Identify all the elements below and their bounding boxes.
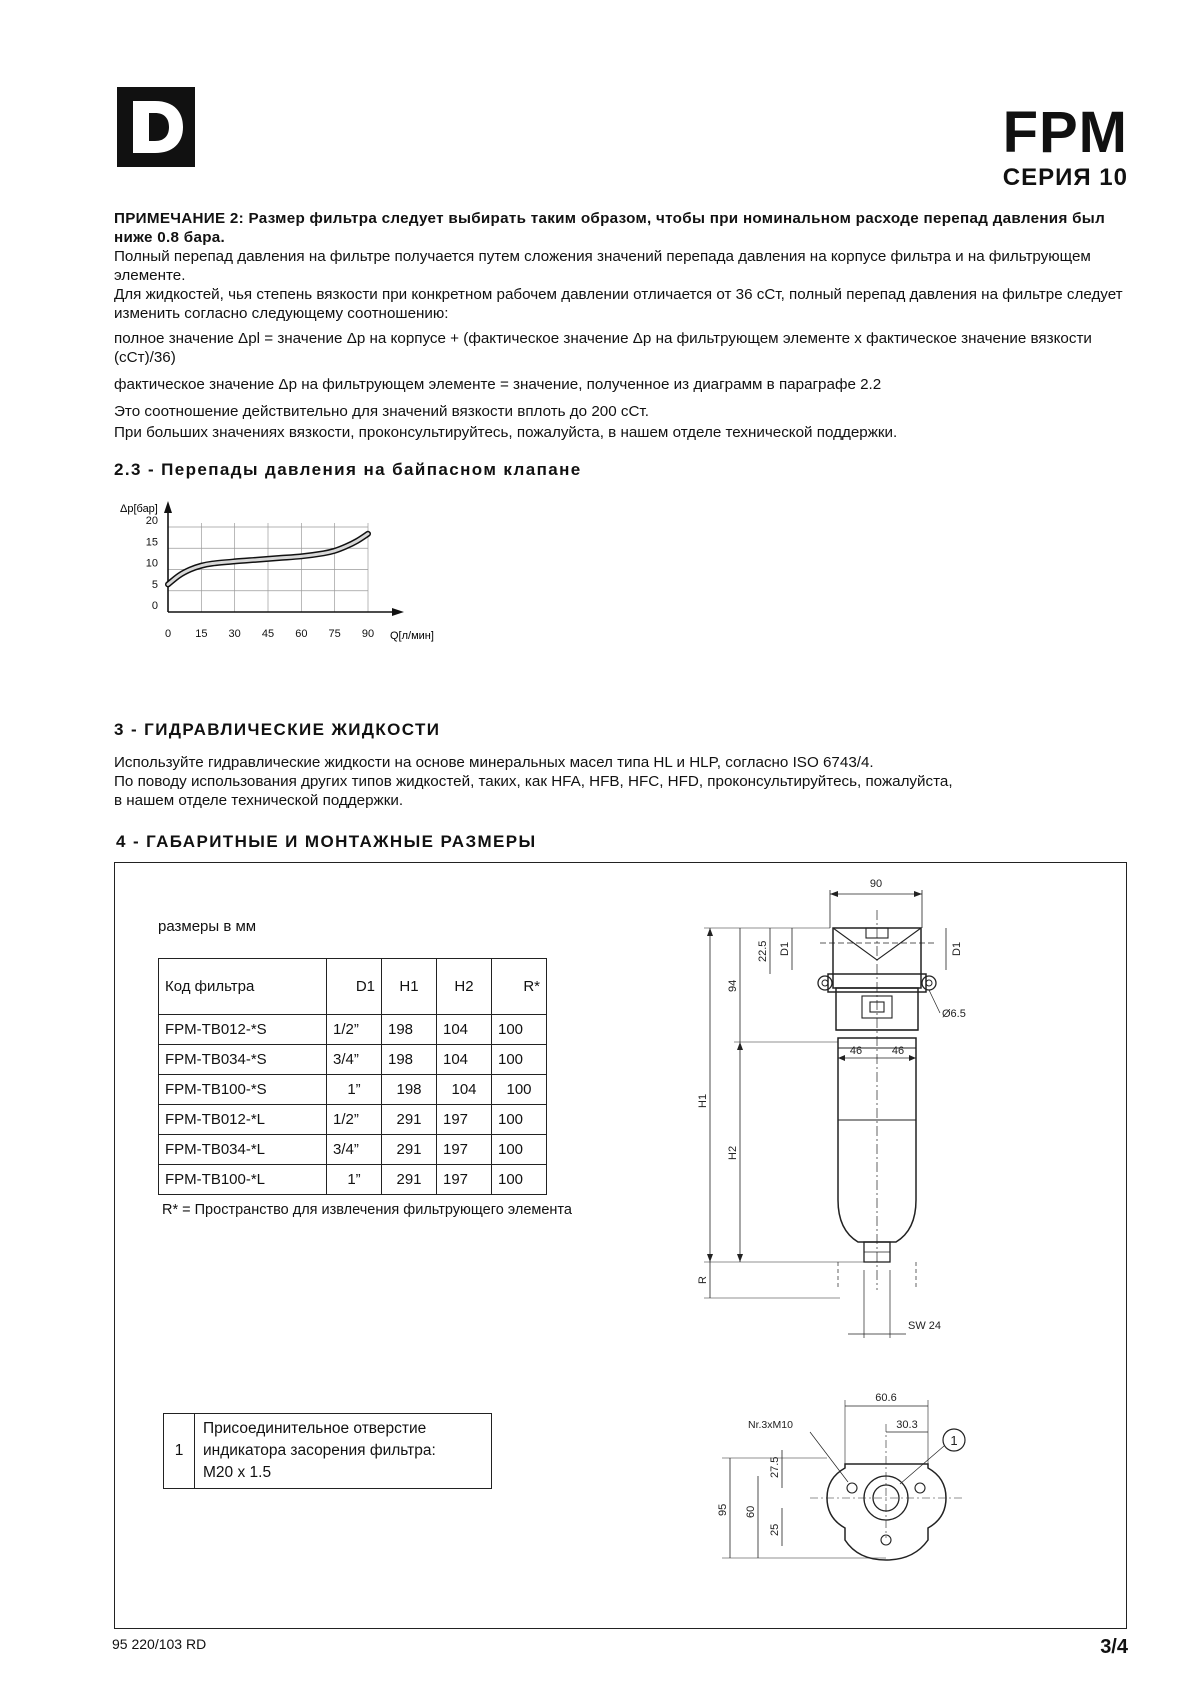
- x-tick-label: 15: [195, 628, 208, 640]
- dim-94: 94: [727, 979, 739, 992]
- legend-row: [164, 1414, 492, 1489]
- note-paragraph-1: Полный перепад давления на фильтре получается путем сложения значений перепада давления на корпусе фильтра и на фильтрующем элементе.: [114, 248, 1091, 284]
- cell-code: FPM-TB100-*L: [159, 1165, 327, 1195]
- cell-h2: 104: [437, 1015, 492, 1045]
- callout-1: 1: [950, 1433, 958, 1448]
- cell-h1: 291: [382, 1105, 437, 1135]
- cell-d1: 1/2”: [327, 1015, 382, 1045]
- thread-label: Nr.3xM10: [748, 1419, 793, 1431]
- cell-h1: 291: [382, 1135, 437, 1165]
- note-paragraph-6: При больших значениях вязкости, проконсультируйтесь, пожалуйста, в нашем отделе технической поддержки.: [114, 424, 898, 441]
- note-heading: ПРИМЕЧАНИЕ 2: Размер фильтра следует выбирать таким образом, чтобы при номинальном расходе перепад давления был ниже 0.8 бара.: [114, 210, 1106, 246]
- x-tick-label: 30: [228, 628, 241, 640]
- cell-h2: 104: [437, 1075, 492, 1105]
- dimensions-caption: размеры в мм: [158, 918, 257, 935]
- cell-r: 100: [492, 1015, 547, 1045]
- dim-95: 95: [717, 1503, 729, 1516]
- cell-r: 100: [492, 1135, 547, 1165]
- cell-code: FPM-TB012-*S: [159, 1015, 327, 1045]
- y-tick-label: 5: [151, 578, 158, 591]
- filter-top-view-drawing: [700, 1388, 980, 1588]
- cell-r: 100: [492, 1075, 547, 1105]
- cell-code: FPM-TB034-*S: [159, 1045, 327, 1075]
- cell-h1: 198: [382, 1015, 437, 1045]
- dim-60: 60: [745, 1505, 757, 1518]
- dim-60-6: 60.6: [875, 1392, 897, 1404]
- y-tick-label: 10: [145, 557, 158, 570]
- table-row: [159, 1015, 547, 1045]
- series-label: СЕРИЯ 10: [1002, 164, 1128, 191]
- fluids-text: [114, 753, 1134, 810]
- table-row: [159, 1135, 547, 1165]
- dim-width-90: 90: [869, 878, 883, 890]
- fluids-paragraph-2: По поводу использования других типов жидкостей, таких, как HFA, HFB, HFC, HFD, проконсультируйтесь, пожалуйста,: [114, 773, 953, 790]
- cell-h2: 104: [437, 1045, 492, 1075]
- dim-27-5: 27.5: [769, 1456, 781, 1478]
- cell-h1: 198: [382, 1045, 437, 1075]
- dim-r: R: [697, 1276, 709, 1284]
- col-header-h2: H2: [437, 959, 492, 1015]
- filter-side-view-drawing: [680, 870, 980, 1370]
- col-header-d1: D1: [327, 959, 382, 1015]
- dim-30-3: 30.3: [896, 1419, 918, 1431]
- cell-d1: 1/2”: [327, 1105, 382, 1135]
- filter-code-table: [158, 958, 547, 1195]
- company-logo: [117, 87, 195, 167]
- table-row: [159, 1045, 547, 1075]
- legend-number: 1: [164, 1414, 195, 1489]
- note-block: [114, 209, 1134, 442]
- x-tick-label: 75: [328, 628, 341, 640]
- table-header-row: [159, 959, 547, 1015]
- fluids-paragraph-3: в нашем отделе технической поддержки.: [114, 792, 404, 809]
- x-axis-arrow: [392, 608, 404, 616]
- legend-line-3: M20 x 1.5: [203, 1464, 272, 1481]
- dim-dia-6-5: Ø6.5: [942, 1008, 966, 1020]
- cell-h1: 291: [382, 1165, 437, 1195]
- dim-25: 25: [769, 1523, 781, 1536]
- cell-d1: 3/4”: [327, 1045, 382, 1075]
- note-paragraph-5: Это соотношение действительно для значений вязкости вплоть до 200 сСт.: [114, 403, 649, 420]
- dim-h1: H1: [697, 1093, 709, 1108]
- section-3-heading: 3 - ГИДРАВЛИЧЕСКИЕ ЖИДКОСТИ: [114, 720, 441, 739]
- dim-sw-24: SW 24: [908, 1320, 942, 1332]
- dim-h2: H2: [727, 1145, 739, 1160]
- x-tick-label: 45: [261, 628, 275, 640]
- cell-r: 100: [492, 1165, 547, 1195]
- note-formula-1: полное значение Δpl = значение Δp на корпусе + (фактическое значение Δp на фильтрующем элементе x фактическое значение вязкости (сСт)/36): [114, 330, 1092, 366]
- table-row: [159, 1075, 547, 1105]
- product-title: FPM: [1002, 100, 1128, 165]
- cell-d1: 1”: [327, 1165, 382, 1195]
- cell-h2: 197: [437, 1105, 492, 1135]
- page-number: 3/4: [1100, 1636, 1128, 1658]
- y-tick-label: 20: [145, 515, 158, 527]
- bypass-pressure-chart: [110, 495, 490, 695]
- x-tick-label: 0: [164, 628, 172, 640]
- legend-text: [195, 1414, 492, 1489]
- dim-d1-right: D1: [951, 941, 963, 956]
- fluids-paragraph-1: Используйте гидравлические жидкости на основе минеральных масел типа HL и HLP, согласно ISO 6743/4.: [114, 754, 874, 771]
- table-row: [159, 1105, 547, 1135]
- dim-22-5: 22.5: [757, 940, 769, 962]
- dim-width-46-left: 46: [849, 1045, 863, 1057]
- y-tick-label: 0: [151, 600, 158, 612]
- cell-r: 100: [492, 1045, 547, 1075]
- y-axis-arrow: [164, 501, 172, 513]
- x-tick-label: 90: [361, 628, 375, 640]
- cell-d1: 3/4”: [327, 1135, 382, 1165]
- note-formula-2: фактическое значение Δp на фильтрующем элементе = значение, полученное из диаграмм в параграфе 2.2: [114, 376, 882, 393]
- section-4-heading: 4 - ГАБАРИТНЫЕ И МОНТАЖНЫЕ РАЗМЕРЫ: [116, 832, 537, 851]
- dim-d1-left: D1: [779, 941, 791, 956]
- cell-code: FPM-TB100-*S: [159, 1075, 327, 1105]
- cell-h2: 197: [437, 1135, 492, 1165]
- legend-line-1: Присоединительное отверстие: [203, 1420, 427, 1437]
- r-footnote: R* = Пространство для извлечения фильтрующего элемента: [162, 1202, 572, 1218]
- legend-table: [163, 1413, 492, 1489]
- x-tick-label: 60: [295, 628, 308, 640]
- col-header-h1: H1: [382, 959, 437, 1015]
- cell-code: FPM-TB012-*L: [159, 1105, 327, 1135]
- legend-line-2: индикатора засорения фильтра:: [203, 1442, 436, 1459]
- y-tick-label: 15: [145, 536, 158, 549]
- document-number: 95 220/103 RD: [112, 1636, 207, 1652]
- x-axis-label: Q[л/мин]: [390, 630, 434, 642]
- cell-r: 100: [492, 1105, 547, 1135]
- note-paragraph-2: Для жидкостей, чья степень вязкости при конкретном рабочем давлении отличается от 36 сСт, полный перепад давления на фильтре следует изменить согласно следующему соотношению:: [114, 286, 1123, 322]
- col-header-r: R*: [492, 959, 547, 1015]
- section-2-3-heading: 2.3 - Перепады давления на байпасном клапане: [114, 460, 582, 479]
- cell-code: FPM-TB034-*L: [159, 1135, 327, 1165]
- y-axis-label: Δp[бар]: [120, 503, 158, 515]
- col-header-code: Код фильтра: [159, 959, 327, 1015]
- cell-h1: 198: [382, 1075, 437, 1105]
- table-row: [159, 1165, 547, 1195]
- cell-h2: 197: [437, 1165, 492, 1195]
- dim-width-46-right: 46: [891, 1045, 905, 1057]
- cell-d1: 1”: [327, 1075, 382, 1105]
